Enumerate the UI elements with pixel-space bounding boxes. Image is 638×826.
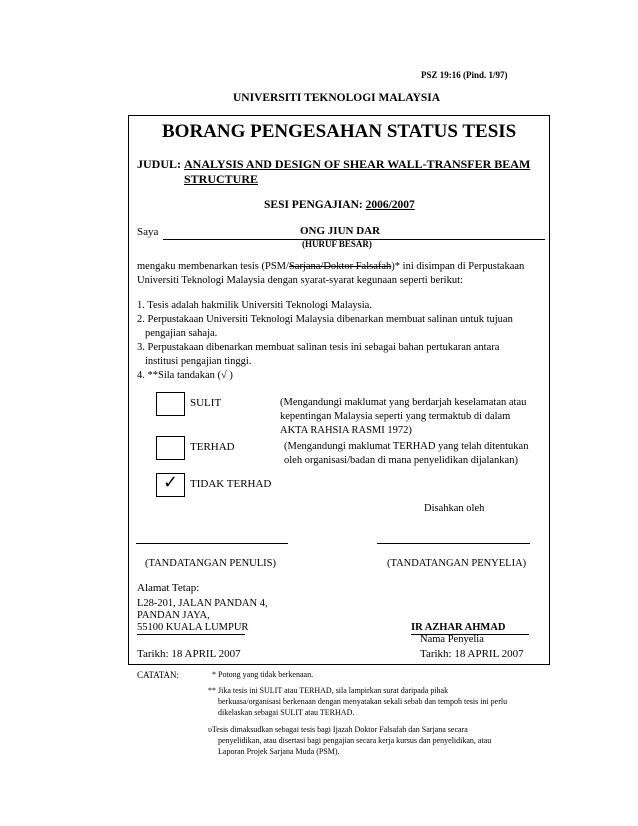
sulit-label: SULIT: [190, 397, 222, 409]
note-2b: berkuasa/organisasi berkenaan dengan menyatakan sekali sebab dan tempoh tesis ini perlu: [218, 697, 508, 706]
date-left: Tarikh: 18 APRIL 2007: [137, 648, 241, 660]
address-line-1: L28-201, JALAN PANDAN 4,: [137, 598, 268, 609]
note-3c: Laporan Projek Sarjana Muda (PSM).: [218, 747, 340, 756]
sulit-desc-1: (Mengandungi maklumat yang berdarjah keselamatan atau: [280, 397, 527, 408]
condition-4: 4. **Sila tandakan (√ ): [137, 370, 233, 381]
judul-label: JUDUL:: [137, 157, 181, 171]
address-line-3: 55100 KUALA LUMPUR: [137, 622, 249, 633]
form-title: BORANG PENGESAHAN STATUS TESIS: [162, 121, 517, 142]
alamat-label: Alamat Tetap:: [137, 582, 200, 594]
note-2a: ** Jika tesis ini SULIT atau TERHAD, sila lampirkan surat daripada pihak: [208, 686, 449, 695]
terhad-label: TERHAD: [190, 441, 235, 453]
huruf-besar-note: (HURUF BESAR): [302, 239, 372, 249]
condition-2: 2. Perpustakaan Universiti Teknologi Malaysia dibenarkan membuat salinan untuk tujuan: [137, 314, 513, 325]
date-right: Tarikh: 18 APRIL 2007: [420, 648, 524, 660]
sulit-desc-2: kepentingan Malaysia seperti yang termaktub di dalam: [280, 411, 511, 422]
judul-line-1: ANALYSIS AND DESIGN OF SHEAR WALL-TRANSFER BEAM: [184, 157, 531, 171]
writer-signature-line: [136, 543, 288, 544]
saya-label: Saya: [137, 226, 159, 238]
terhad-desc-1: (Mengandungi maklumat TERHAD yang telah ditentukan: [284, 441, 529, 452]
catatan-label: CATATAN:: [137, 670, 180, 680]
condition-3: 3. Perpustakaan dibenarkan membuat salinan tesis ini sebagai bahan pertukaran antara: [137, 342, 500, 353]
sulit-desc-3: AKTA RAHSIA RASMI 1972): [280, 425, 412, 436]
tidak-terhad-label: TIDAK TERHAD: [190, 478, 272, 490]
terhad-desc-2: oleh organisasi/badan di mana penyelidikan dijalankan): [284, 455, 518, 466]
judul-line-2: STRUCTURE: [184, 172, 259, 186]
student-name: ONG JIUN DAR: [300, 225, 381, 237]
supervisor-signature-line: [377, 543, 530, 544]
writer-signature-label: (TANDATANGAN PENULIS): [145, 558, 277, 569]
note-1: * Potong yang tidak berkenaan.: [212, 670, 314, 679]
address-underline: [137, 634, 245, 635]
claim-strike: Sarjana/Doktor Falsafah: [288, 261, 392, 272]
sesi-label: SESI PENGAJIAN:: [264, 199, 363, 211]
address-line-2: PANDAN JAYA,: [137, 610, 210, 621]
tidak-terhad-checkbox[interactable]: [156, 473, 185, 497]
condition-3-cont: institusi pengajian tinggi.: [145, 356, 252, 367]
supervisor-name: IR AZHAR AHMAD: [411, 622, 506, 633]
claim-pre: mengaku membenarkan tesis (PSM/: [137, 261, 289, 272]
supervisor-signature-label: (TANDATANGAN PENYELIA): [387, 558, 527, 569]
sesi-row: [264, 199, 415, 211]
condition-2-cont: pengajian sahaja.: [145, 328, 218, 339]
form-code: PSZ 19:16 (Pind. 1/97): [421, 70, 508, 80]
claim-line-1: [137, 261, 524, 272]
note-3a: υTesis dimaksudkan sebagai tesis bagi Ijazah Doktor Falsafah dan Sarjana secara: [208, 725, 468, 734]
supervisor-role: Nama Penyelia: [420, 634, 484, 645]
note-2c: dikelaskan sebagai SULIT atau TERHAD.: [218, 708, 355, 717]
sulit-checkbox[interactable]: [156, 392, 185, 416]
condition-1: 1. Tesis adalah hakmilik Universiti Teknologi Malaysia.: [137, 300, 372, 311]
claim-post: )* ini disimpan di Perpustakaan: [391, 261, 525, 272]
check-mark-icon: ✓: [163, 472, 179, 493]
note-3b: penyelidikan, atau disertasi bagi pengajian secara kerja kursus dan penyelidikan, atau: [218, 736, 492, 745]
disahkan-oleh: Disahkan oleh: [424, 503, 485, 514]
claim-line-2: Universiti Teknologi Malaysia dengan syarat-syarat kegunaan seperti berikut:: [137, 275, 463, 286]
terhad-checkbox[interactable]: [156, 436, 185, 460]
sesi-value: 2006/2007: [365, 199, 415, 211]
university-name: UNIVERSITI TEKNOLOGI MALAYSIA: [233, 92, 441, 104]
